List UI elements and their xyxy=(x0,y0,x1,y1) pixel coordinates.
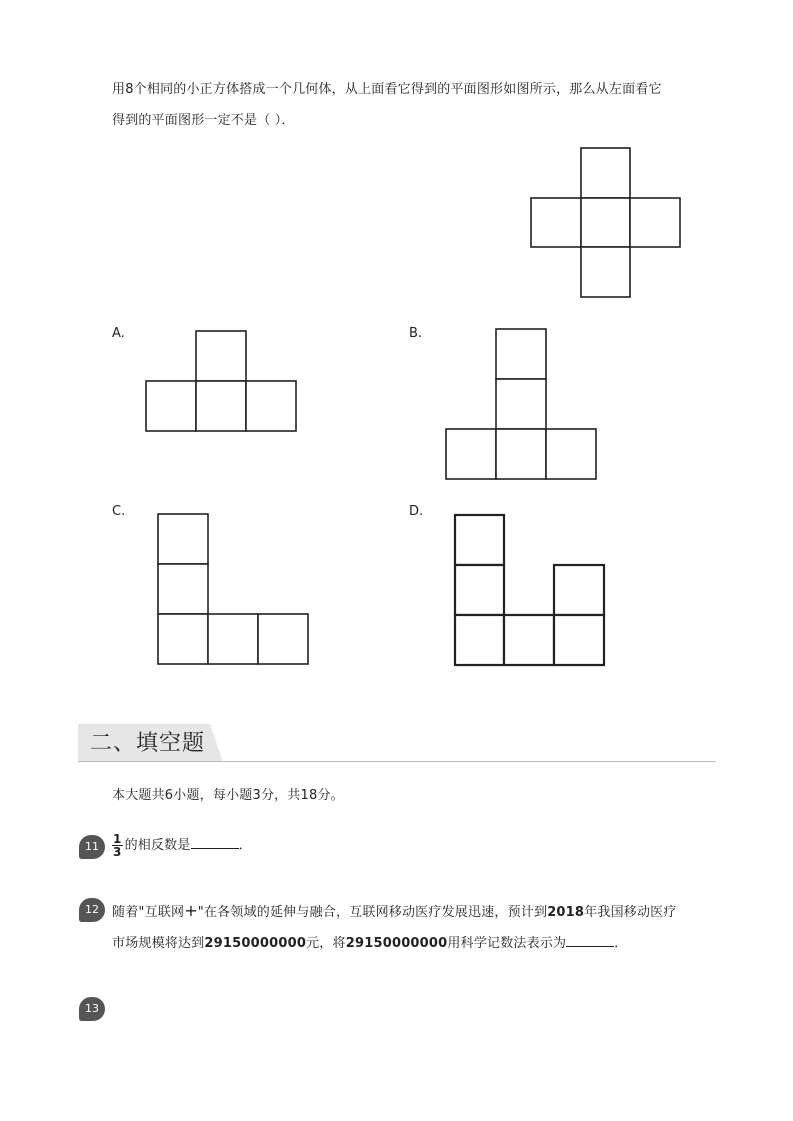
grid-square xyxy=(581,148,630,198)
market-value-repeat: 29150000000 xyxy=(345,936,448,951)
q12-text-part3: 年我国移动医疗 xyxy=(584,905,677,920)
q12-text-part2: "在各领域的延伸与融合，互联网移动医疗发展迅速，预计到 xyxy=(197,905,548,920)
grid-square xyxy=(196,381,246,431)
grid-square xyxy=(546,429,596,479)
option-b-label: B. xyxy=(409,326,423,341)
question-number-badge: 13 xyxy=(79,997,105,1021)
grid-square xyxy=(455,515,504,565)
grid-square xyxy=(496,329,546,379)
market-value: 29150000000 xyxy=(204,936,307,951)
option-a-label: A. xyxy=(112,326,125,341)
grid-square xyxy=(455,615,504,665)
option-d-figure xyxy=(454,514,607,667)
section-intro: 本大题共6小题，每小题3分，共18分。 xyxy=(112,788,344,803)
grid-square xyxy=(504,615,554,665)
answer-blank[interactable] xyxy=(566,934,614,947)
year-value: 2018 xyxy=(547,905,585,920)
question-number-badge: 12 xyxy=(79,898,105,922)
question-12-line-1 xyxy=(112,897,677,927)
question-number-badge: 11 xyxy=(79,835,105,859)
grid-square xyxy=(581,247,630,297)
option-c-figure xyxy=(157,513,310,666)
question-line-2: 得到的平面图形一定不是（ ）． xyxy=(112,113,295,128)
question-12-end: ． xyxy=(614,936,628,951)
top-view-figure xyxy=(530,147,683,300)
grid-square xyxy=(496,429,546,479)
fraction xyxy=(112,833,123,858)
question-11-text: 的相反数是 xyxy=(124,838,191,853)
option-b-figure xyxy=(445,328,598,481)
option-a-figure xyxy=(145,330,298,433)
q12-text-part1: 随着"互联网 xyxy=(112,905,185,920)
grid-square xyxy=(455,565,504,615)
grid-square xyxy=(158,564,208,614)
grid-square xyxy=(496,379,546,429)
section-divider xyxy=(78,761,716,762)
q12-text-part5: 元，将 xyxy=(306,936,346,951)
grid-square xyxy=(554,615,604,665)
option-c-label: C. xyxy=(112,504,126,519)
question-11-end: ． xyxy=(238,838,252,853)
section-title: 二、填空题 xyxy=(90,731,206,756)
grid-square xyxy=(146,381,196,431)
grid-square xyxy=(208,614,258,664)
option-d-label: D. xyxy=(409,504,424,519)
fraction-numerator: 1 xyxy=(113,832,122,846)
grid-square xyxy=(258,614,308,664)
grid-square xyxy=(158,514,208,564)
question-line-1: 用8个相同的小正方体搭成一个几何体，从上面看它得到的平面图形如图所示，那么从左面看它 xyxy=(112,82,662,97)
grid-square xyxy=(630,198,680,247)
q12-text-part6: 用科学记数法表示为 xyxy=(447,936,567,951)
fraction-denominator: 3 xyxy=(113,845,122,859)
grid-square xyxy=(246,381,296,431)
q12-text-part4: 市场规模将达到 xyxy=(112,936,205,951)
answer-blank[interactable] xyxy=(191,836,239,849)
plus-sign: + xyxy=(184,901,198,920)
grid-square xyxy=(531,198,581,247)
question-12-line-2 xyxy=(112,930,627,958)
grid-square xyxy=(158,614,208,664)
grid-square xyxy=(581,198,630,247)
grid-square xyxy=(446,429,496,479)
question-11 xyxy=(112,832,252,860)
grid-square xyxy=(554,565,604,615)
grid-square xyxy=(196,331,246,381)
